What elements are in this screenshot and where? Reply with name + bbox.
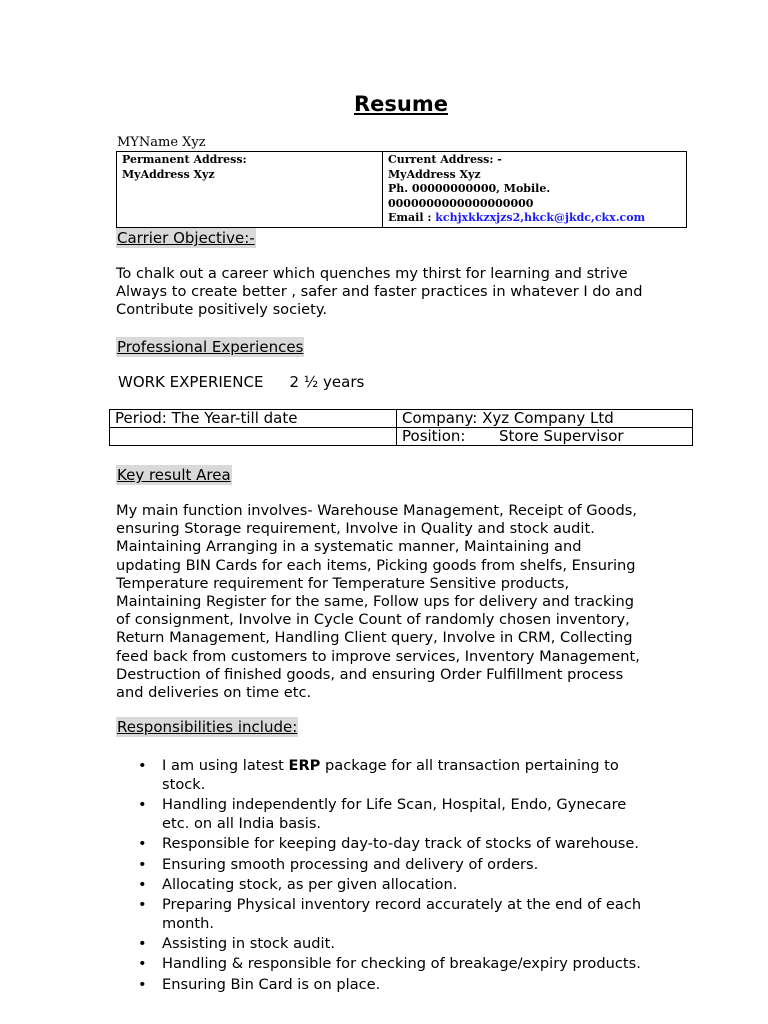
responsibilities-list: [116, 756, 686, 995]
bullet-icon: •: [138, 757, 147, 774]
key-result-line: ensuring Storage requirement, Involve in Quality and stock audit.: [116, 520, 595, 538]
key-result-line: Destruction of finished goods, and ensuring Order Fulfillment process: [116, 665, 624, 683]
item-text: stock.: [162, 776, 206, 793]
bullet-icon: •: [138, 975, 147, 993]
list-item: [116, 934, 686, 953]
item-text: package for all transaction pertaining to: [320, 757, 619, 774]
item-text: I am using latest: [162, 757, 289, 774]
list-item: [116, 875, 686, 894]
list-item: [116, 895, 686, 933]
bullet-icon: •: [138, 796, 147, 814]
item-text: etc. on all India basis.: [162, 815, 322, 833]
responsibilities-heading: Responsibilities include:: [117, 718, 298, 736]
key-result-line: of consignment, Involve in Cycle Count of randomly chosen inventory,: [116, 611, 630, 629]
item-text: Handling & responsible for checking of breakage/expiry products.: [162, 955, 641, 973]
key-result-line: Maintaining Arranging in a systematic manner, Maintaining and: [116, 538, 582, 556]
key-result-line: Return Management, Handling Client query, Involve in CRM, Collecting: [116, 629, 633, 647]
phone-line: Ph. 00000000000, Mobile. 0000000000000000000: [388, 182, 551, 210]
email-link[interactable]: kchjxkkzxjzs2,hkck@jkdc,ckx.com: [435, 211, 646, 224]
bullet-icon: •: [138, 855, 147, 873]
position-value: Store Supervisor: [499, 427, 624, 445]
list-item: [116, 756, 686, 794]
empty-cell: [110, 428, 397, 446]
erp-term: ERP: [288, 757, 321, 774]
key-result-heading: Key result Area: [117, 466, 231, 484]
key-result-line: Temperature requirement for Temperature Sensitive products,: [116, 574, 570, 592]
item-text: Responsible for keeping day-to-day track of stocks of warehouse.: [162, 835, 640, 853]
objective-text: [116, 265, 686, 320]
key-result-text: [116, 502, 686, 702]
key-result-line: feed back from customers to improve services, Inventory Management,: [116, 647, 640, 665]
work-experience-line: [118, 373, 364, 391]
list-item: [116, 954, 686, 973]
item-text: Ensuring Bin Card is on place.: [162, 975, 381, 993]
work-experience-years: 2 ½ years: [289, 373, 365, 391]
objective-line: To chalk out a career which quenches my thirst for learning and strive: [116, 265, 628, 282]
job-table: [109, 409, 693, 446]
position-label: Position:: [402, 427, 466, 445]
current-address-value: MyAddress Xyz: [388, 167, 481, 181]
bullet-icon: •: [138, 875, 147, 893]
item-text: Preparing Physical inventory record accurately at the end of each: [162, 895, 642, 913]
list-item: [116, 834, 686, 853]
bullet-icon: •: [138, 955, 147, 973]
key-result-line: and deliveries on time etc.: [116, 684, 312, 702]
experience-heading: Professional Experiences: [117, 338, 304, 356]
email-label: Email :: [388, 211, 432, 224]
list-item: [116, 855, 686, 874]
bullet-icon: •: [138, 895, 147, 913]
item-text: Assisting in stock audit.: [162, 935, 335, 953]
permanent-address-cell: [117, 152, 383, 228]
address-table: [116, 151, 687, 228]
key-result-line: Maintaining Register for the same, Follow ups for delivery and tracking: [116, 593, 634, 611]
key-result-line: updating BIN Cards for each items, Picking goods from shelfs, Ensuring: [116, 556, 636, 574]
list-item: [116, 795, 686, 833]
work-experience-label: WORK EXPERIENCE: [118, 373, 264, 391]
bullet-icon: •: [138, 835, 147, 853]
item-text: Allocating stock, as per given allocation.: [162, 875, 458, 893]
item-text: month.: [162, 914, 215, 932]
objective-line: Contribute positively society.: [116, 301, 328, 319]
applicant-name: MYName Xyz: [117, 135, 206, 150]
key-result-line: My main function involves- Warehouse Management, Receipt of Goods,: [116, 502, 637, 519]
objective-heading: Carrier Objective:-: [117, 229, 255, 247]
permanent-address-value: MyAddress Xyz: [122, 167, 215, 181]
period-cell: Period: The Year-till date: [110, 410, 397, 428]
permanent-address-heading: Permanent Address:: [122, 153, 247, 166]
objective-line: Always to create better , safer and faster practices in whatever I do and: [116, 283, 643, 301]
current-address-cell: [383, 152, 687, 228]
email-line: [388, 211, 681, 226]
company-cell: Company: Xyz Company Ltd: [397, 410, 693, 428]
bullet-icon: •: [138, 935, 147, 953]
list-item: [116, 975, 686, 994]
current-address-heading: Current Address: -: [388, 153, 502, 166]
page-title: Resume: [354, 92, 448, 116]
item-text: Handling independently for Life Scan, Hospital, Endo, Gynecare: [162, 796, 627, 814]
position-cell: [397, 428, 693, 446]
item-text: Ensuring smooth processing and delivery of orders.: [162, 855, 539, 873]
